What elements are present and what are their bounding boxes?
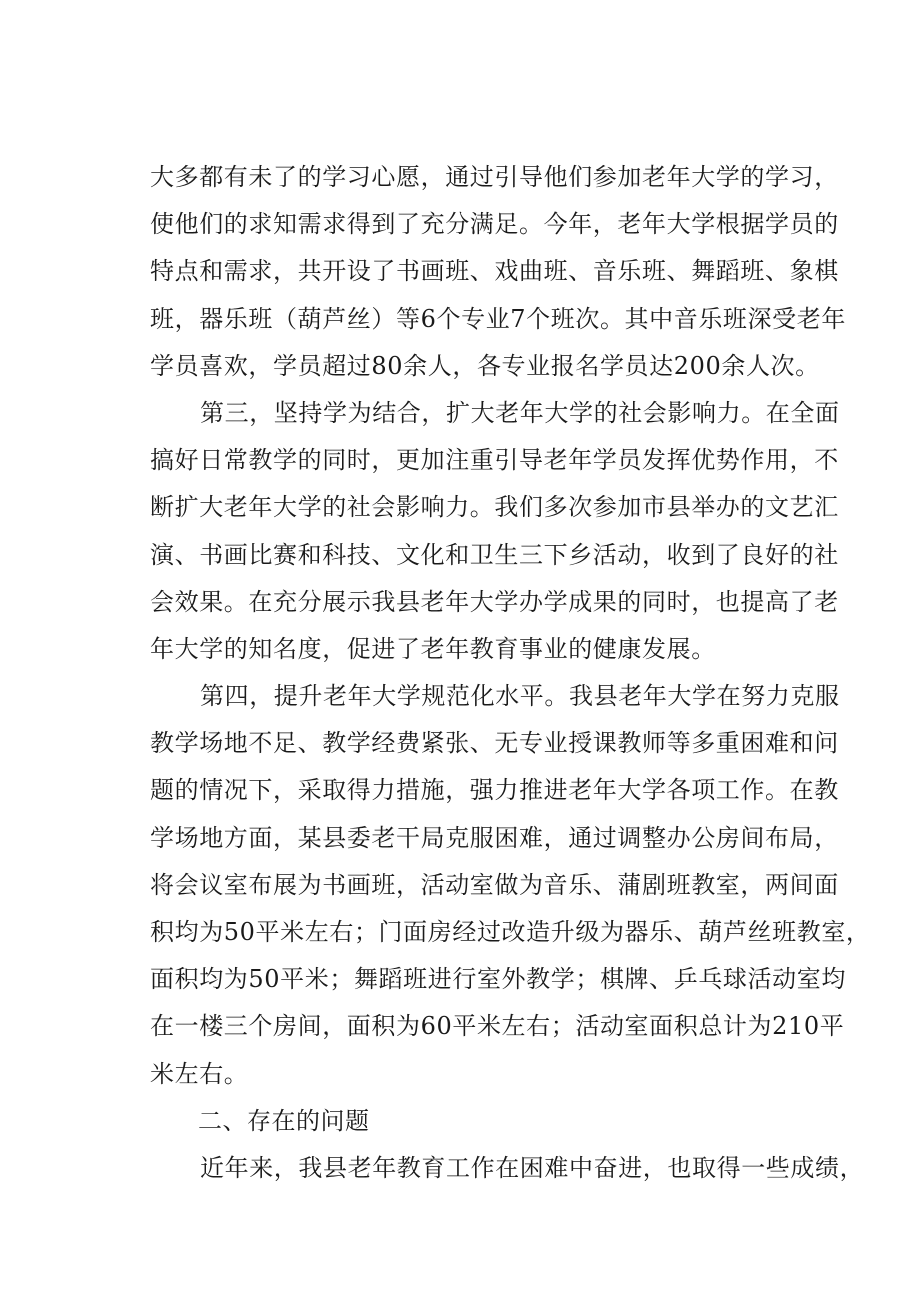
text-line: 在一楼三个房间，面积为60平米左右；活动室面积总计为210平 (150, 1012, 845, 1041)
text-line: 班，器乐班（葫芦丝）等6个专业7个班次。其中音乐班深受老年 (150, 304, 846, 333)
text-line: 第三，坚持学为结合，扩大老年大学的社会影响力。在全面 (200, 398, 840, 427)
text-line: 演、书画比赛和科技、文化和卫生三下乡活动，收到了良好的社 (150, 540, 839, 569)
section-heading: 二、存在的问题 (198, 1106, 370, 1135)
text-line: 断扩大老年大学的社会影响力。我们多次参加市县举办的文艺汇 (150, 493, 839, 522)
paragraph-problems-intro (150, 1145, 865, 1192)
text-line: 大多都有未了的学习心愿，通过引导他们参加老年大学的学习， (150, 163, 839, 191)
text-line: 第四，提升老年大学规范化水平。我县老年大学在努力克服 (200, 682, 840, 711)
text-line: 搞好日常教学的同时，更加注重引导老年学员发挥优势作用，不 (150, 446, 839, 475)
text-line: 教学场地不足、教学经费紧张、无专业授课教师等多重困难和问 (150, 729, 839, 758)
text-line: 近年来，我县老年教育工作在困难中奋进，也取得一些成绩， (200, 1153, 865, 1182)
text-line: 积均为50平米左右；门面房经过改造升级为器乐、葫芦丝班教室， (150, 918, 871, 946)
text-line: 特点和需求，共开设了书画班、戏曲班、音乐班、舞蹈班、象棋 (150, 257, 839, 286)
text-line: 使他们的求知需求得到了充分满足。今年，老年大学根据学员的 (150, 210, 839, 239)
text-line: 将会议室布展为书画班，活动室做为音乐、蒲剧班教室，两间面 (150, 870, 839, 899)
text-line: 会效果。在充分展示我县老年大学办学成果的同时，也提高了老 (150, 587, 839, 616)
document-body (150, 154, 871, 1192)
paragraph-enrollment (150, 154, 846, 390)
text-line: 米左右。 (150, 1059, 249, 1088)
paragraph-standardization (150, 673, 871, 1098)
text-line: 面积均为50平米；舞蹈班进行室外教学；棋牌、乒乓球活动室均 (150, 965, 846, 994)
text-line: 题的情况下，采取得力措施，强力推进老年大学各项工作。在教 (150, 776, 839, 805)
text-line: 学员喜欢，学员超过80余人，各专业报名学员达200余人次。 (150, 351, 820, 380)
text-line: 学场地方面，某县委老干局克服困难，通过调整办公房间布局， (150, 823, 839, 852)
text-line: 年大学的知名度，促进了老年教育事业的健康发展。 (150, 634, 716, 663)
paragraph-social-influence (150, 390, 840, 673)
